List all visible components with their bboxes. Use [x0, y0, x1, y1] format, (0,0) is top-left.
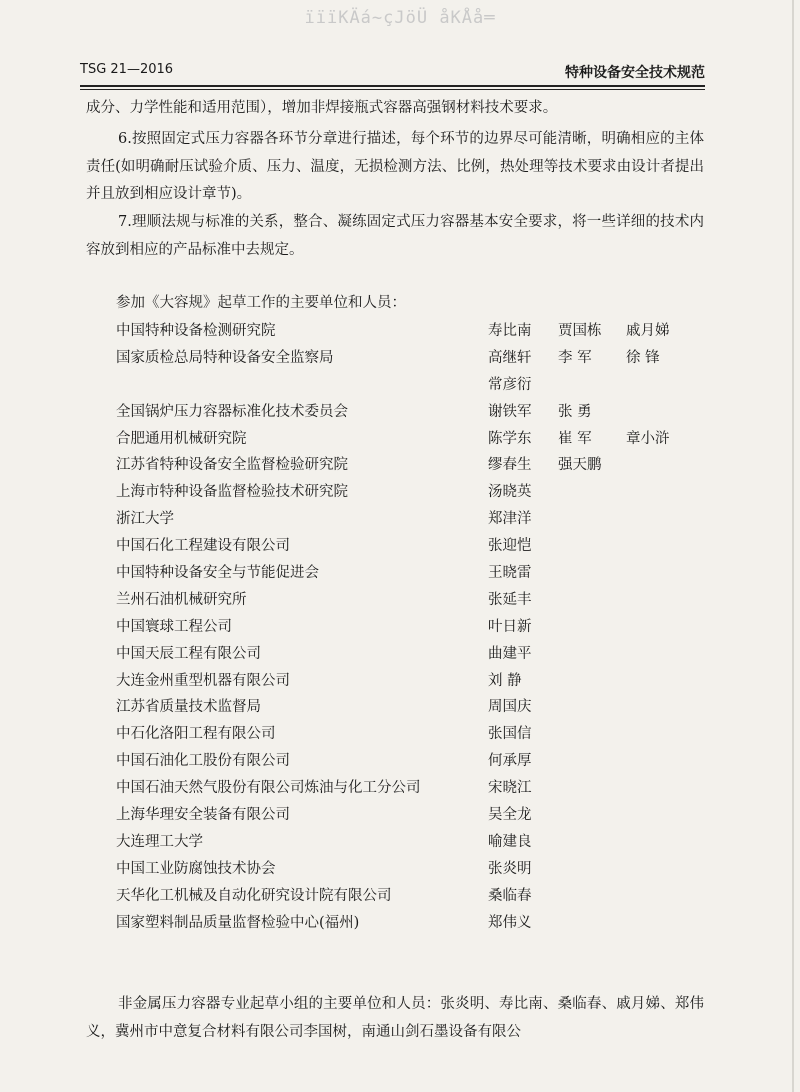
organization-name: 中国寰球工程公司: [116, 618, 232, 635]
drafting-row: [0, 476, 800, 503]
drafting-row: [0, 315, 800, 342]
drafting-row: [0, 799, 800, 826]
organization-name: 中国天辰工程有限公司: [116, 645, 261, 662]
person-name: 吴全龙: [488, 807, 532, 824]
organization-name: 大连金州重型机器有限公司: [116, 672, 290, 689]
organization-name: 国家塑料制品质量监督检验中心(福州): [116, 914, 360, 931]
person-name: 徐 锋: [626, 349, 660, 366]
person-name: 高继轩: [488, 349, 532, 366]
drafting-row: [0, 557, 800, 584]
person-name: 贾国栋: [558, 323, 602, 339]
person-name: 郑津洋: [488, 511, 532, 528]
drafting-row: [0, 396, 800, 423]
organization-name: 国家质检总局特种设备安全监察局: [116, 349, 334, 366]
drafting-intro: 参加《大容规》起草工作的主要单位和人员：: [116, 295, 406, 311]
organization-name: 天华化工机械及自动化研究设计院有限公司: [116, 887, 392, 904]
person-name: 戚月娣: [626, 323, 670, 339]
organization-name: 中国特种设备安全与节能促进会: [116, 565, 319, 582]
drafting-row: [0, 665, 800, 692]
person-name: 李 军: [558, 349, 592, 366]
drafting-row: [0, 691, 800, 718]
drafting-row: [0, 449, 800, 476]
organization-name: 上海华理安全装备有限公司: [116, 807, 290, 824]
organization-name: 中国工业防腐蚀技术协会: [116, 860, 276, 877]
person-name: 谢铁军: [488, 403, 532, 420]
organization-name: 中国石油天然气股份有限公司炼油与化工分公司: [116, 780, 421, 797]
organization-name: 全国锅炉压力容器标准化技术委员会: [116, 403, 348, 420]
person-name: 郑伟义: [488, 914, 532, 931]
drafting-row: [0, 880, 800, 907]
page-edge-shadow: [792, 0, 794, 1092]
person-name: 宋晓江: [488, 780, 532, 797]
drafting-row: [0, 638, 800, 665]
organization-name: 合肥通用机械研究院: [116, 430, 247, 447]
organization-name: 中国特种设备检测研究院: [116, 323, 276, 339]
person-name: 桑临春: [488, 887, 532, 904]
person-name: 王晓雷: [488, 565, 532, 582]
person-name: 叶日新: [488, 618, 532, 635]
paragraph-item-7: 7.理顺法规与标准的关系，整合、凝练固定式压力容器基本安全要求，将一些详细的技术内容放到相应的产品标准中去规定。: [86, 214, 704, 258]
drafting-row: [0, 611, 800, 638]
person-name: 张 勇: [558, 403, 592, 420]
regulation-code: TSG 21—2016: [80, 62, 174, 77]
drafting-row: [0, 745, 800, 772]
drafting-row: [0, 772, 800, 799]
organization-name: 中石化洛阳工程有限公司: [116, 726, 276, 743]
header-rule-thin: [80, 89, 705, 90]
organization-name: 浙江大学: [116, 511, 174, 528]
person-name: 喻建良: [488, 833, 532, 850]
closing-paragraph: 非金属压力容器专业起草小组的主要单位和人员：张炎明、寿比南、桑临春、戚月娣、郑伟义，冀州市中意复合材料有限公司李国树，南通山剑石墨设备有限公: [86, 996, 704, 1040]
person-name: 崔 军: [558, 430, 592, 447]
drafting-list: [0, 315, 800, 933]
paragraph-continuation: 成分、力学性能和适用范围），增加非焊接瓶式容器高强钢材料技术要求。: [86, 100, 558, 116]
series-title: 特种设备安全技术规范: [565, 65, 705, 81]
drafting-row: [0, 503, 800, 530]
drafting-row: [0, 369, 800, 396]
organization-name: 江苏省质量技术监督局: [116, 699, 261, 716]
person-name: 张迎恺: [488, 538, 532, 555]
drafting-row: [0, 826, 800, 853]
drafting-row: [0, 423, 800, 450]
person-name: 常彦衍: [488, 376, 532, 393]
person-name: 强天鹏: [558, 457, 602, 474]
drafting-row: [0, 907, 800, 934]
person-name: 曲建平: [488, 645, 532, 662]
drafting-row: [0, 718, 800, 745]
person-name: 周国庆: [488, 699, 532, 716]
header-rule-thick: [80, 85, 705, 87]
person-name: 张炎明: [488, 860, 532, 877]
person-name: 汤晓英: [488, 484, 532, 501]
page-header: [80, 62, 705, 82]
person-name: 寿比南: [488, 323, 532, 339]
person-name: 张延丰: [488, 591, 532, 608]
person-name: 刘 静: [488, 672, 522, 689]
drafting-row: [0, 530, 800, 557]
person-name: 何承厚: [488, 753, 532, 770]
person-name: 章小浒: [626, 430, 670, 447]
person-name: 缪春生: [488, 457, 532, 474]
drafting-row: [0, 584, 800, 611]
organization-name: 上海市特种设备监督检验技术研究院: [116, 484, 348, 501]
organization-name: 江苏省特种设备安全监督检验研究院: [116, 457, 348, 474]
organization-name: 中国石油化工股份有限公司: [116, 753, 290, 770]
drafting-row: [0, 342, 800, 369]
drafting-row: [0, 853, 800, 880]
organization-name: 中国石化工程建设有限公司: [116, 538, 290, 555]
person-name: 张国信: [488, 726, 532, 743]
organization-name: 兰州石油机械研究所: [116, 591, 247, 608]
paragraph-item-6: 6.按照固定式压力容器各环节分章进行描述，每个环节的边界尽可能清晰，明确相应的主体责任(如明确耐压试验介质、压力、温度，无损检测方法、比例，热处理等技术要求由设计者提出并且放到相应设计章节)。: [86, 131, 704, 202]
person-name: 陈学东: [488, 430, 532, 447]
garbled-header-text: ïïïKÄá~çJöÜ åKÅå═: [304, 8, 496, 28]
organization-name: 大连理工大学: [116, 833, 203, 850]
